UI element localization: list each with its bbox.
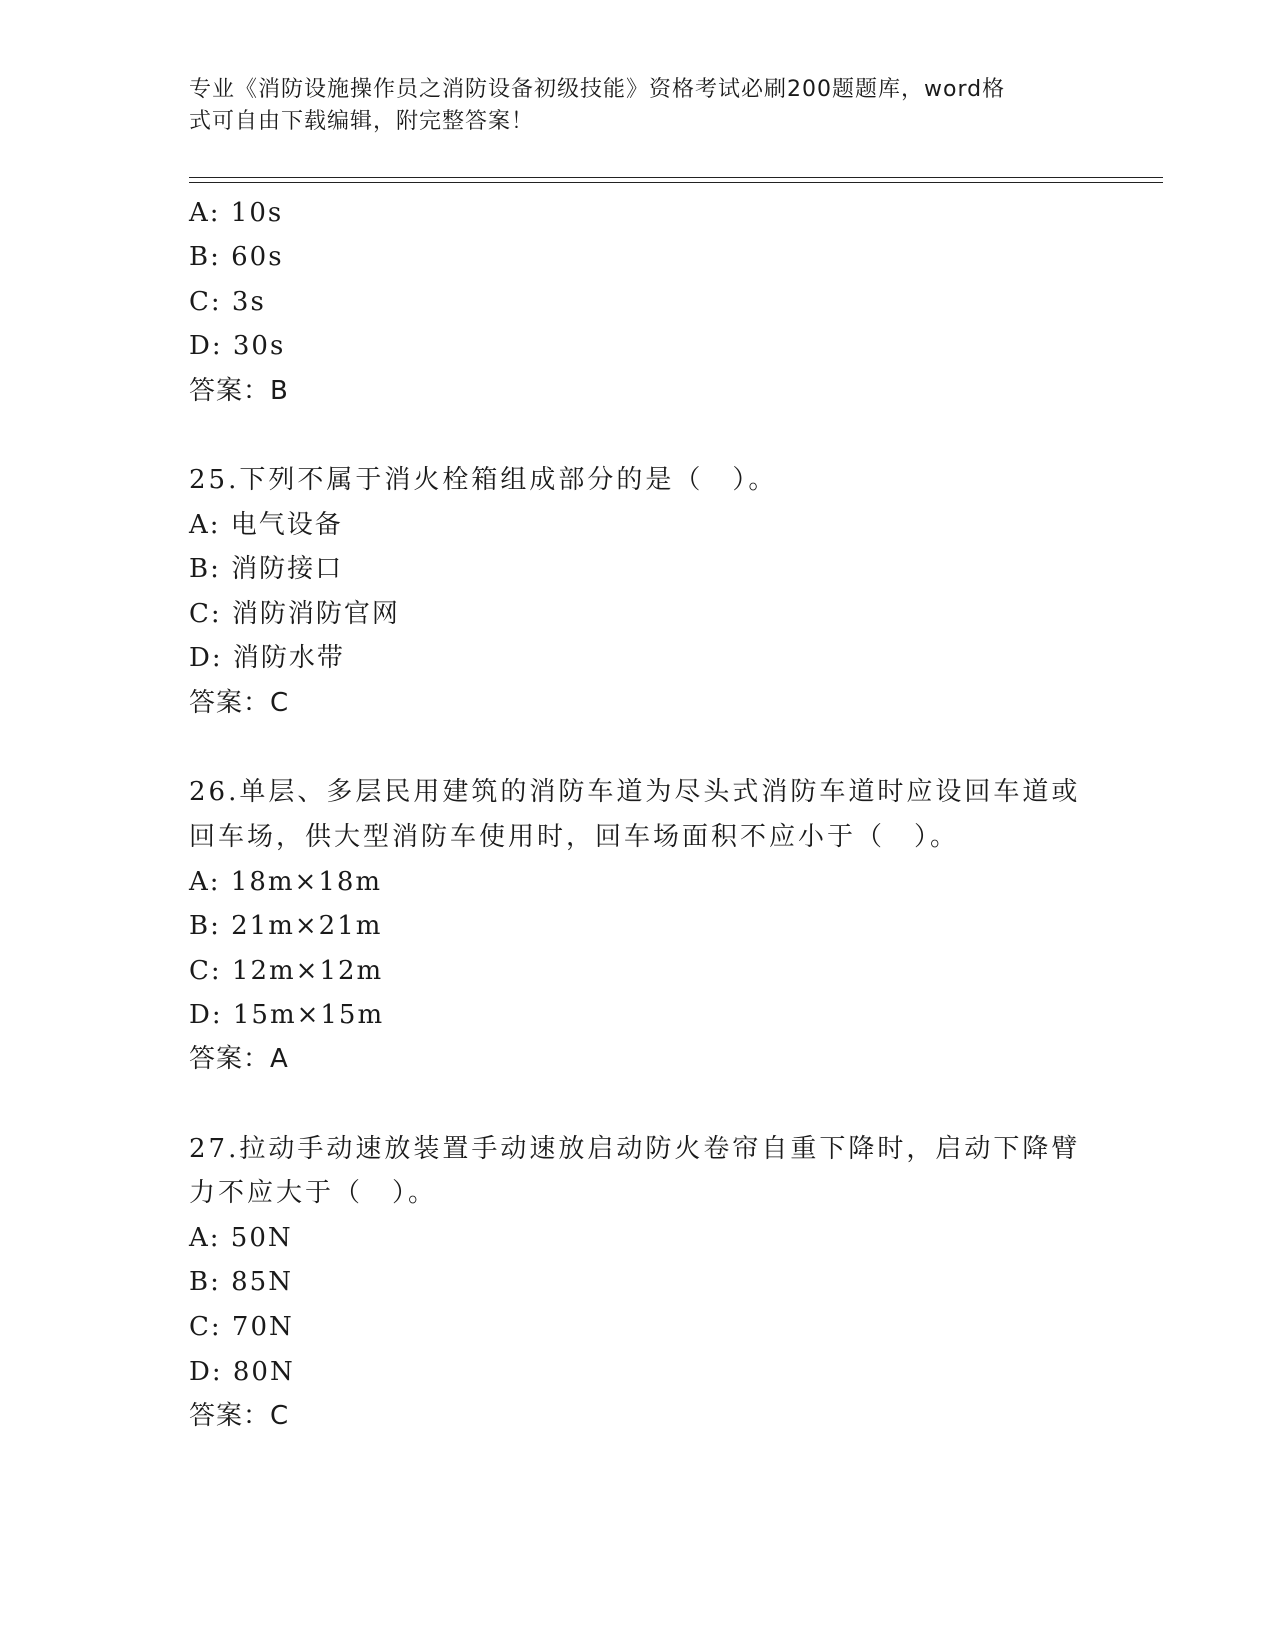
document-header	[189, 74, 1089, 138]
q25-option-b: B: 消防接口	[189, 554, 344, 584]
q25-option-c: C: 消防消防官网	[189, 599, 400, 629]
q25-question: 25.下列不属于消火栓箱组成部分的是（ ）。	[189, 465, 778, 495]
q26-option-c: C: 12m×12m	[189, 956, 384, 986]
q24-option-d: D: 30s	[189, 331, 286, 361]
q27-question-line-2: 力不应大于（ ）。	[189, 1178, 438, 1208]
q24-option-b: B: 60s	[189, 242, 284, 272]
header-line-2: 式可自由下载编辑，附完整答案！	[189, 109, 535, 134]
q25-option-d: D: 消防水带	[189, 643, 345, 673]
q25-option-a: A: 电气设备	[189, 510, 343, 540]
q26-option-a: A: 18m×18m	[189, 867, 383, 897]
q27-option-b: B: 85N	[189, 1267, 293, 1297]
header-divider-top	[189, 177, 1163, 178]
q27-question-line-1: 27.拉动手动速放装置手动速放启动防火卷帘自重下降时，启动下降臂	[189, 1134, 1081, 1164]
q26-question-line-1: 26.单层、多层民用建筑的消防车道为尽头式消防车道时应设回车道或	[189, 777, 1081, 807]
q27-option-c: C: 70N	[189, 1312, 294, 1342]
header-divider-bottom	[189, 182, 1163, 183]
q27-option-d: D: 80N	[189, 1357, 295, 1387]
header-line-1: 专业《消防设施操作员之消防设备初级技能》资格考试必刷200题题库，word格	[189, 77, 1006, 102]
q24-option-c: C: 3s	[189, 287, 266, 317]
q24-answer: 答案：B	[189, 376, 289, 406]
q24-option-a: A: 10s	[189, 198, 284, 228]
q26-answer: 答案：A	[189, 1044, 289, 1074]
q27-option-a: A: 50N	[189, 1223, 293, 1253]
q26-option-d: D: 15m×15m	[189, 1000, 385, 1030]
q26-question-line-2: 回车场，供大型消防车使用时，回车场面积不应小于（ ）。	[189, 822, 960, 852]
q27-answer: 答案：C	[189, 1401, 290, 1431]
q26-option-b: B: 21m×21m	[189, 911, 383, 941]
q25-answer: 答案：C	[189, 688, 290, 718]
